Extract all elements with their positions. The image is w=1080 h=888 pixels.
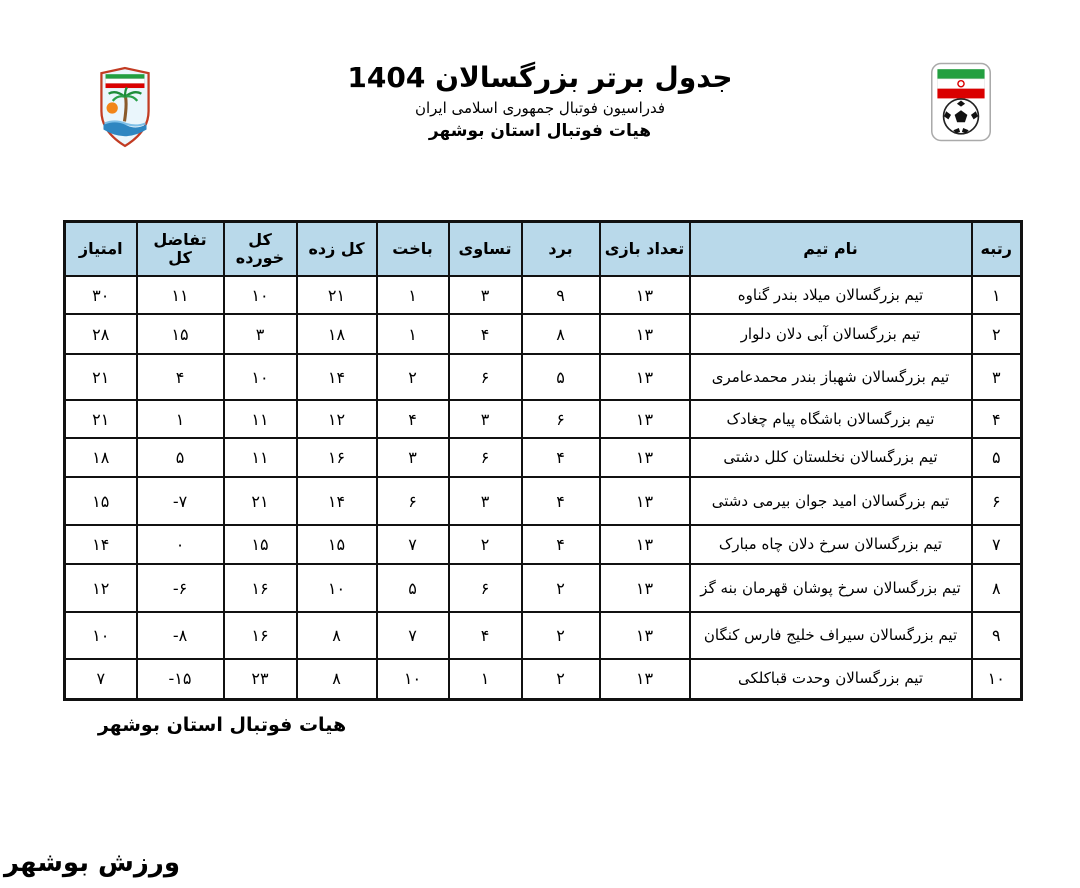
goal-diff-cell: ۰ xyxy=(137,525,224,564)
points-cell: ۱۵ xyxy=(65,477,137,525)
points-cell: ۱۰ xyxy=(65,612,137,659)
goal-diff-cell: ۱۵ xyxy=(137,314,224,354)
wins-cell: ۹ xyxy=(522,276,600,314)
goals-against-cell: ۲۳ xyxy=(224,659,297,699)
goals-for-header: کل زده xyxy=(297,222,377,277)
watermark-text: ورزش بوشهر xyxy=(4,848,180,878)
goals-for-cell: ۸ xyxy=(297,612,377,659)
table-row xyxy=(65,564,1022,612)
games-played-cell: ۱۳ xyxy=(600,400,690,438)
goals-against-cell: ۱۶ xyxy=(224,612,297,659)
document-header xyxy=(0,62,1080,141)
province-board-title: هیات فوتبال استان بوشهر xyxy=(428,121,652,142)
rank-cell: ۴ xyxy=(972,400,1022,438)
table-row xyxy=(65,276,1022,314)
table-footer-text: هیات فوتبال استان بوشهر xyxy=(97,714,347,736)
goals-for-cell: ۱۵ xyxy=(297,525,377,564)
points-cell: ۲۱ xyxy=(65,354,137,400)
rank-cell: ۶ xyxy=(972,477,1022,525)
team-name-header: نام تیم xyxy=(690,222,972,277)
goal-diff-cell: -۸ xyxy=(137,612,224,659)
wins-cell: ۲ xyxy=(522,564,600,612)
standings-table xyxy=(63,220,1023,701)
goals-for-cell: ۱۰ xyxy=(297,564,377,612)
points-cell: ۷ xyxy=(65,659,137,699)
games-played-cell: ۱۳ xyxy=(600,477,690,525)
games-played-cell: ۱۳ xyxy=(600,612,690,659)
rank-cell: ۵ xyxy=(972,438,1022,477)
games-played-cell: ۱۳ xyxy=(600,314,690,354)
wins-cell: ۵ xyxy=(522,354,600,400)
losses-cell: ۴ xyxy=(377,400,449,438)
points-cell: ۲۱ xyxy=(65,400,137,438)
goal-diff-cell: -۱۵ xyxy=(137,659,224,699)
draws-cell: ۱ xyxy=(449,659,522,699)
page-title: جدول برتر بزرگسالان 1404 xyxy=(347,61,733,94)
table-row xyxy=(65,477,1022,525)
rank-cell: ۱ xyxy=(972,276,1022,314)
games-played-cell: ۱۳ xyxy=(600,438,690,477)
losses-header: باخت xyxy=(377,222,449,277)
goals-for-cell: ۱۲ xyxy=(297,400,377,438)
table-header-row xyxy=(65,222,1022,277)
table-row xyxy=(65,525,1022,564)
losses-cell: ۷ xyxy=(377,612,449,659)
games-played-cell: ۱۳ xyxy=(600,276,690,314)
losses-cell: ۲ xyxy=(377,354,449,400)
wins-header: برد xyxy=(522,222,600,277)
goals-against-cell: ۱۰ xyxy=(224,276,297,314)
losses-cell: ۱۰ xyxy=(377,659,449,699)
table-row xyxy=(65,400,1022,438)
goals-for-cell: ۱۸ xyxy=(297,314,377,354)
games-played-cell: ۱۳ xyxy=(600,354,690,400)
losses-cell: ۱ xyxy=(377,314,449,354)
rank-cell: ۱۰ xyxy=(972,659,1022,699)
table-row xyxy=(65,354,1022,400)
points-cell: ۱۸ xyxy=(65,438,137,477)
flag-soccer-ball-icon xyxy=(930,62,992,142)
draws-cell: ۴ xyxy=(449,612,522,659)
goals-against-cell: ۱۱ xyxy=(224,438,297,477)
losses-cell: ۶ xyxy=(377,477,449,525)
wins-cell: ۲ xyxy=(522,659,600,699)
draws-cell: ۳ xyxy=(449,477,522,525)
standings-tbody xyxy=(65,276,1022,699)
games-played-header: تعداد بازی xyxy=(600,222,690,277)
team-name-cell: تیم بزرگسالان میلاد بندر گناوه xyxy=(690,276,972,314)
table-row xyxy=(65,438,1022,477)
wins-cell: ۸ xyxy=(522,314,600,354)
team-name-cell: تیم بزرگسالان سرخ پوشان قهرمان بنه گز xyxy=(690,564,972,612)
goal-diff-cell: ۵ xyxy=(137,438,224,477)
rank-cell: ۳ xyxy=(972,354,1022,400)
wins-cell: ۶ xyxy=(522,400,600,438)
goal-diff-cell: -۶ xyxy=(137,564,224,612)
wins-cell: ۴ xyxy=(522,525,600,564)
team-name-cell: تیم بزرگسالان سیراف خلیج فارس کنگان xyxy=(690,612,972,659)
team-name-cell: تیم بزرگسالان آبی دلان دلوار xyxy=(690,314,972,354)
games-played-cell: ۱۳ xyxy=(600,525,690,564)
goals-against-cell: ۱۵ xyxy=(224,525,297,564)
table-row xyxy=(65,314,1022,354)
points-cell: ۱۴ xyxy=(65,525,137,564)
wins-cell: ۲ xyxy=(522,612,600,659)
losses-cell: ۳ xyxy=(377,438,449,477)
draws-cell: ۳ xyxy=(449,276,522,314)
goals-against-cell: ۱۰ xyxy=(224,354,297,400)
draws-cell: ۲ xyxy=(449,525,522,564)
draws-cell: ۶ xyxy=(449,564,522,612)
losses-cell: ۵ xyxy=(377,564,449,612)
team-name-cell: تیم بزرگسالان نخلستان کلل دشتی xyxy=(690,438,972,477)
rank-cell: ۷ xyxy=(972,525,1022,564)
goals-against-header: کل خورده xyxy=(224,222,297,277)
team-name-cell: تیم بزرگسالان باشگاه پیام چغادک xyxy=(690,400,972,438)
goal-diff-cell: -۷ xyxy=(137,477,224,525)
draws-cell: ۳ xyxy=(449,400,522,438)
iran-football-federation-logo xyxy=(930,62,992,142)
goal-diff-header: تفاضل کل xyxy=(137,222,224,277)
team-name-cell: تیم بزرگسالان سرخ دلان چاه مبارک xyxy=(690,525,972,564)
goals-for-cell: ۱۴ xyxy=(297,354,377,400)
goal-diff-cell: ۱ xyxy=(137,400,224,438)
goals-against-cell: ۳ xyxy=(224,314,297,354)
goals-against-cell: ۲۱ xyxy=(224,477,297,525)
losses-cell: ۷ xyxy=(377,525,449,564)
federation-subtitle: فدراسیون فوتبال جمهوری اسلامی ایران xyxy=(414,99,666,118)
table-row xyxy=(65,612,1022,659)
draws-cell: ۴ xyxy=(449,314,522,354)
team-name-cell: تیم بزرگسالان امید جوان بیرمی دشتی xyxy=(690,477,972,525)
goals-for-cell: ۱۴ xyxy=(297,477,377,525)
points-cell: ۲۸ xyxy=(65,314,137,354)
draws-cell: ۶ xyxy=(449,354,522,400)
points-cell: ۱۲ xyxy=(65,564,137,612)
losses-cell: ۱ xyxy=(377,276,449,314)
wins-cell: ۴ xyxy=(522,477,600,525)
team-name-cell: تیم بزرگسالان وحدت قباکلکی xyxy=(690,659,972,699)
goals-for-cell: ۸ xyxy=(297,659,377,699)
rank-header: رتبه xyxy=(972,222,1022,277)
rank-cell: ۸ xyxy=(972,564,1022,612)
points-header: امتیاز xyxy=(65,222,137,277)
draws-header: تساوی xyxy=(449,222,522,277)
goals-against-cell: ۱۶ xyxy=(224,564,297,612)
games-played-cell: ۱۳ xyxy=(600,564,690,612)
goals-against-cell: ۱۱ xyxy=(224,400,297,438)
goal-diff-cell: ۱۱ xyxy=(137,276,224,314)
draws-cell: ۶ xyxy=(449,438,522,477)
rank-cell: ۲ xyxy=(972,314,1022,354)
goal-diff-cell: ۴ xyxy=(137,354,224,400)
games-played-cell: ۱۳ xyxy=(600,659,690,699)
points-cell: ۳۰ xyxy=(65,276,137,314)
team-name-cell: تیم بزرگسالان شهباز بندر محمدعامری xyxy=(690,354,972,400)
table-row xyxy=(65,659,1022,699)
goals-for-cell: ۲۱ xyxy=(297,276,377,314)
goals-for-cell: ۱۶ xyxy=(297,438,377,477)
rank-cell: ۹ xyxy=(972,612,1022,659)
wins-cell: ۴ xyxy=(522,438,600,477)
